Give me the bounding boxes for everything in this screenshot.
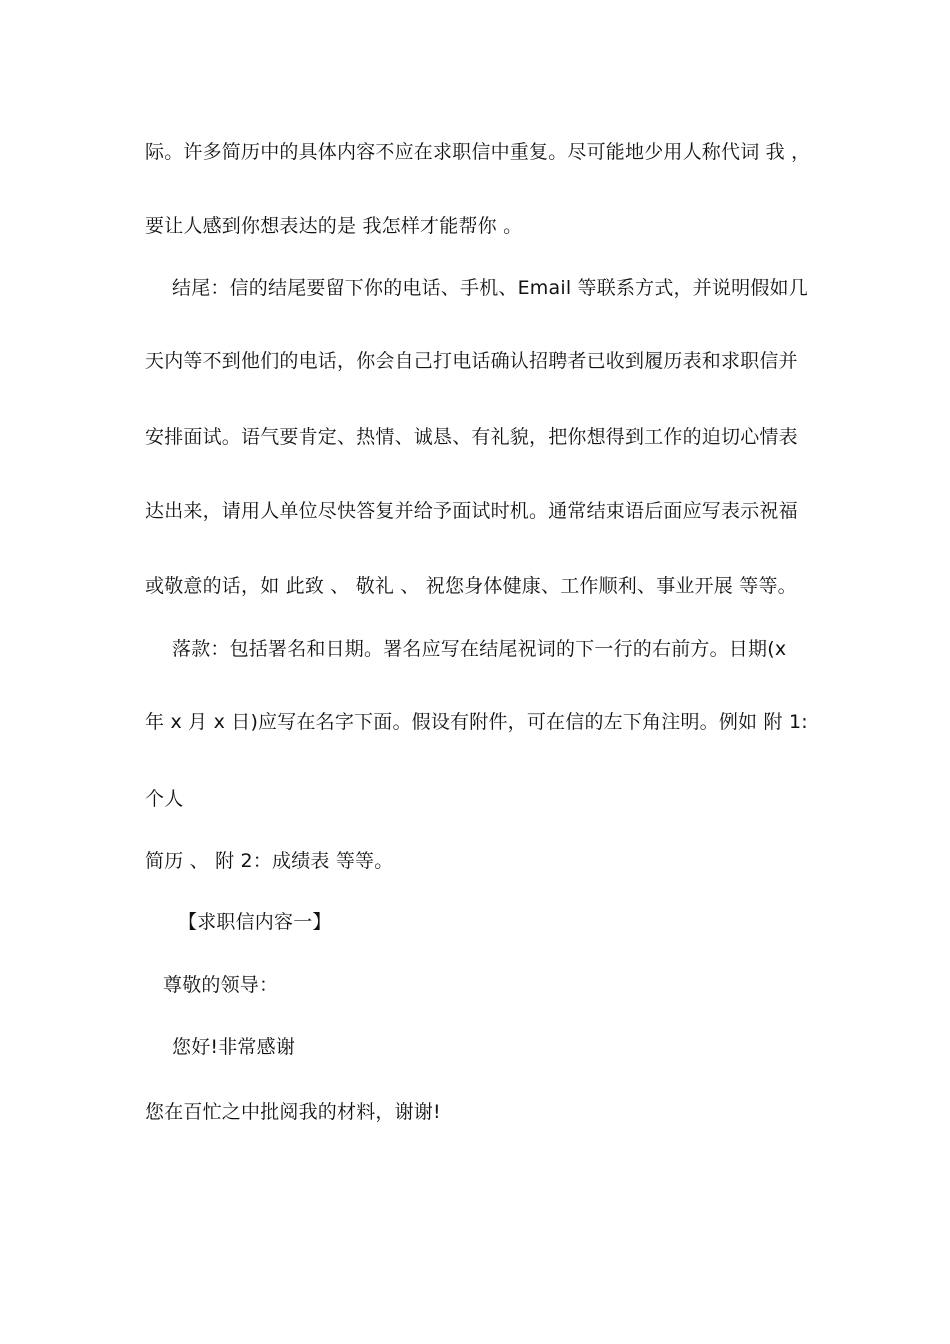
text-line-4: 天内等不到他们的电话，你会自己打电话确认招聘者已收到履历表和求职信并 bbox=[145, 350, 798, 372]
text-line-2: 要让人感到你想表达的是 我怎样才能帮你 。 bbox=[145, 215, 523, 237]
section-heading: 【求职信内容一】 bbox=[178, 911, 332, 933]
text-line-10: 个人 bbox=[145, 788, 184, 810]
text-line-5: 安排面试。语气要肯定、热情、诚恳、有礼貌，把你想得到工作的迫切心情表 bbox=[145, 426, 798, 448]
text-line-9: 年 x 月 x 日)应写在名字下面。假设有附件，可在信的左下角注明。例如 附 1: bbox=[145, 711, 808, 733]
text-line-8: 落款：包括署名和日期。署名应写在结尾祝词的下一行的右前方。日期(x bbox=[172, 638, 787, 660]
text-line-11: 简历 、 附 2：成绩表 等等。 bbox=[145, 850, 394, 872]
salutation: 尊敬的领导： bbox=[163, 974, 279, 996]
greeting: 您好!非常感谢 bbox=[172, 1036, 296, 1058]
text-line-3: 结尾：信的结尾要留下你的电话、手机、Email 等联系方式，并说明假如几 bbox=[172, 277, 808, 299]
text-line-15: 您在百忙之中批阅我的材料，谢谢! bbox=[145, 1101, 441, 1123]
text-line-7: 或敬意的话，如 此致 、 敬礼 、 祝您身体健康、工作顺利、事业开展 等等。 bbox=[145, 575, 797, 597]
text-line-6: 达出来，请用人单位尽快答复并给予面试时机。通常结束语后面应写表示祝福 bbox=[145, 500, 798, 522]
text-line-1: 际。许多简历中的具体内容不应在求职信中重复。尽可能地少用人称代词 我 ， bbox=[145, 141, 811, 163]
